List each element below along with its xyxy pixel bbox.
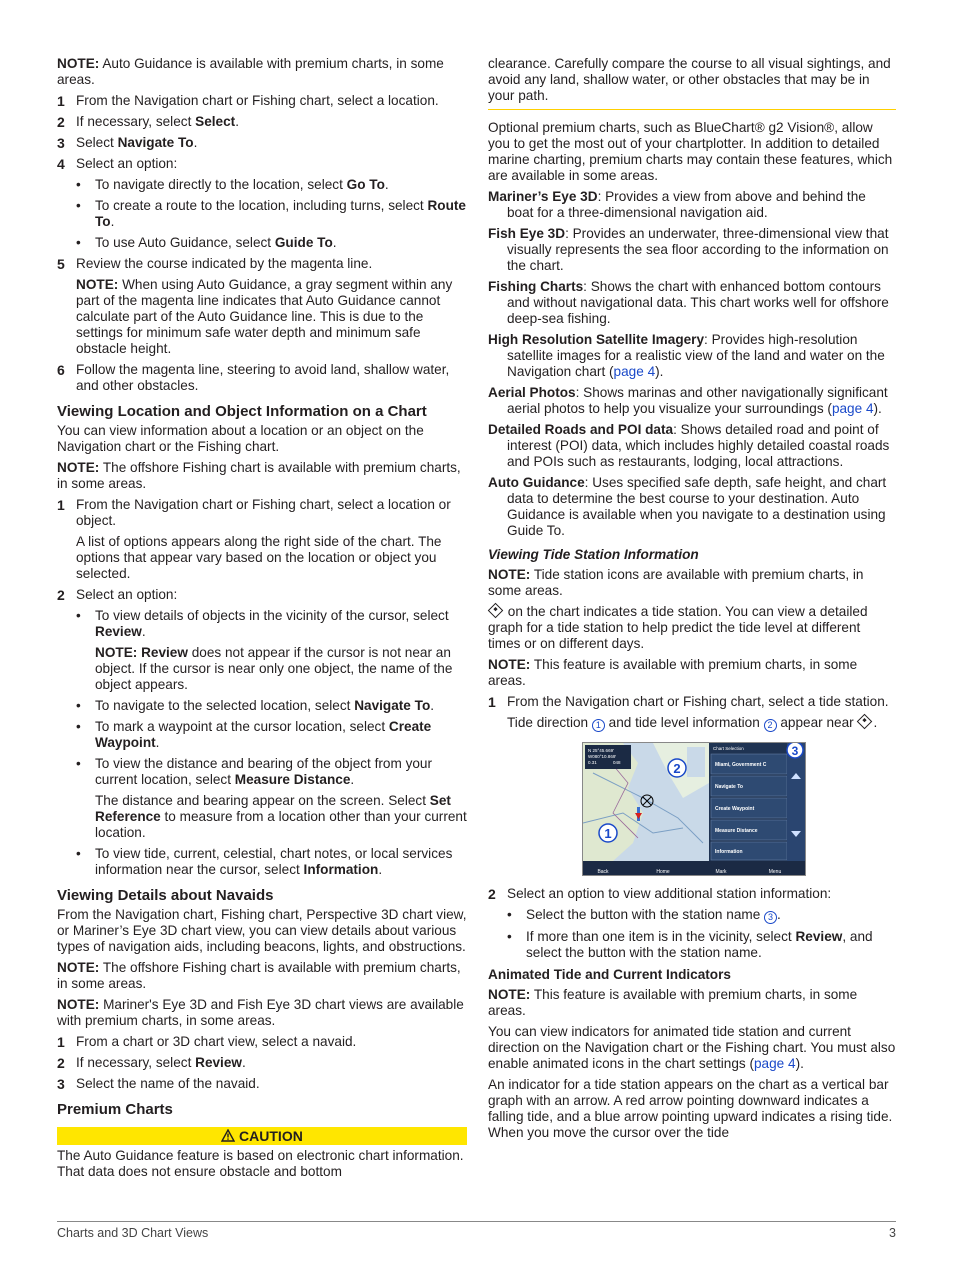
bullet: • Select the button with the station name 3 .: [507, 907, 781, 922]
definition: Fish Eye 3D: Provides an underwater, three-dimensional view that visually represents the sea floor according to the information on the chart.: [488, 226, 889, 273]
step-2: 2 If necessary, select Review.: [57, 1055, 246, 1071]
note: NOTE: Tide station icons are available with premium charts, in some areas.: [488, 567, 864, 598]
svg-text:1: 1: [604, 826, 612, 841]
menu-item[interactable]: Measure Distance: [715, 828, 758, 834]
page-link[interactable]: page 4: [754, 1056, 796, 1071]
menu-item[interactable]: Create Waypoint: [715, 806, 755, 812]
definition: Detailed Roads and POI data: Shows detailed road and point of interest (POI) data, which includes highly detailed coastal roads and POIs such as restaurants, lodging, local attractions.: [488, 422, 890, 469]
page-link[interactable]: page 4: [831, 401, 874, 416]
bullet: • To view tide, current, celestial, chart notes, or local services information near the cursor, select Information.: [76, 846, 453, 877]
bullet: • To create a route to the location, including turns, select Route To.: [76, 198, 466, 229]
step-2: 2 Select an option to view additional station information:: [488, 886, 832, 902]
caution-banner: CAUTION: [57, 1127, 467, 1145]
definition: Fishing Charts: Shows the chart with enhanced bottom contours and without navigational data. This chart works well for offshore deep-sea fishing.: [488, 279, 889, 326]
bullet: • To mark a waypoint at the cursor location, select Create Waypoint.: [76, 719, 432, 750]
menu-item[interactable]: Information: [715, 849, 743, 855]
step-6: 6 Follow the magenta line, steering to avoid land, shallow water, and other obstacles.: [57, 362, 450, 393]
definition: Mariner’s Eye 3D: Provides a view from above and behind the boat for a three-dimensional navigation aid.: [488, 189, 866, 220]
step-1: 1 From the Navigation chart or Fishing chart, select a tide station.: [488, 694, 889, 710]
paragraph: on the chart indicates a tide station. You can view a detailed graph for a tide station to help predict the tide level at different times or on different days.: [488, 604, 868, 651]
footer-title: Charts and 3D Chart Views: [57, 1226, 209, 1240]
bullet: • If more than one item is in the vicinity, select Review, and select the button with the station name.: [507, 929, 873, 960]
chart-screenshot-image: [583, 743, 805, 875]
mark-button[interactable]: Mark: [715, 869, 727, 875]
divider: [488, 109, 896, 110]
paragraph: Tide direction 1 and tide level information 2 appear near .: [507, 715, 878, 730]
coord-text: 0.31: [588, 760, 597, 765]
paragraph: You can view information about a location or an object on the Navigation chart or the Fishing chart.: [57, 423, 424, 454]
page-number: 3: [889, 1226, 896, 1240]
section-heading: Viewing Details about Navaids: [57, 887, 274, 904]
callout-3-icon: 3: [764, 911, 777, 924]
note: NOTE: Mariner's Eye 3D and Fish Eye 3D chart views are available with premium charts, in some areas.: [57, 997, 464, 1028]
callout-3: [787, 743, 803, 758]
page-footer: [57, 1221, 896, 1241]
definition: Auto Guidance: Uses specified safe depth, safe height, and chart data to determine the best course to your destination. Auto Guidance is available when you navigate to a destination using Guide To.: [488, 475, 887, 538]
paragraph: You can view indicators for animated tide station and current direction on the Navigation chart or the Fishing chart. You must also enable animated icons in the chart settings (page 4).: [488, 1024, 896, 1071]
paragraph: An indicator for a tide station appears on the chart as a vertical bar graph with an arrow. A red arrow pointing downward indicates a falling tide, and a blue arrow pointing upward indicates a rising tide. When you move the cursor over the tide: [488, 1077, 893, 1140]
step-5: 5 Review the course indicated by the magenta line.: [57, 256, 373, 272]
bullet: • To navigate directly to the location, select Go To.: [76, 177, 389, 192]
paragraph: The distance and bearing appear on the screen. Select Set Reference to measure from a location other than your current location.: [95, 793, 467, 840]
step-1: 1 From the Navigation chart or Fishing chart, select a location or object.: [57, 497, 451, 528]
paragraph: From the Navigation chart, Fishing chart, Perspective 3D chart view, or Mariner’s Eye 3D chart view, you can view details about various types of navigation aids, including beacons, lights, and obstructions.: [57, 907, 467, 954]
left-column: [57, 56, 467, 1185]
subsection-heading: Animated Tide and Current Indicators: [488, 967, 731, 982]
callout-1-icon: 1: [592, 719, 605, 732]
svg-text:3: 3: [791, 744, 799, 758]
section-heading: Premium Charts: [57, 1101, 173, 1118]
home-button[interactable]: Home: [656, 869, 670, 875]
bullet: • To navigate to the selected location, select Navigate To.: [76, 698, 435, 713]
step-3: 3 Select Navigate To.: [57, 135, 198, 151]
bullet: • To view the distance and bearing of the object from your current location, select Measure Distance.: [76, 756, 433, 787]
definition: Aerial Photos: Shows marinas and other navigationally significant aerial photos to help you visualize your surroundings (page 4).: [488, 385, 888, 416]
paragraph: clearance. Carefully compare the course to all visual sightings, and avoid any land, shallow water, or other obstacles that may be in your path.: [488, 56, 891, 103]
note: NOTE: When using Auto Guidance, a gray segment within any part of the magenta line indicates that Auto Guidance cannot calculate part of the Auto Guidance line. This is due to the settings for minimum safe water depth and minimum safe obstacle height.: [76, 277, 453, 356]
coord-text: N 25°45.669': [588, 748, 614, 753]
note: NOTE: This feature is available with premium charts, in some areas.: [488, 657, 858, 688]
bullet: • To view details of objects in the vicinity of the cursor, select Review.: [76, 608, 449, 639]
step-3: 3 Select the name of the navaid.: [57, 1076, 260, 1092]
callout-1: [599, 824, 617, 842]
bullet: • To use Auto Guidance, select Guide To.: [76, 235, 337, 250]
right-column: [488, 56, 896, 1146]
note: NOTE: The offshore Fishing chart is available with premium charts, in some areas.: [57, 460, 461, 491]
step-1: 1 From the Navigation chart or Fishing chart, select a location.: [57, 93, 439, 109]
step-1: 1 From a chart or 3D chart view, select a navaid.: [57, 1034, 357, 1050]
definition: High Resolution Satellite Imagery: Provides high-resolution satellite images for a realistic view of the land and water on the Navigation chart (page 4).: [488, 332, 885, 379]
chart-screenshot: [582, 742, 806, 876]
paragraph: Optional premium charts, such as BlueChart® g2 Vision®, allow you to get the most out of your chartplotter. In addition to detailed marine charting, premium charts may contain these features, which are available in some areas.: [488, 120, 893, 183]
note: NOTE: Auto Guidance is available with premium charts, in some areas.: [57, 56, 444, 87]
warning-icon: [221, 1129, 235, 1142]
callout-2: [668, 759, 686, 777]
note: NOTE: This feature is available with premium charts, in some areas.: [488, 987, 858, 1018]
paragraph: The Auto Guidance feature is based on electronic chart information. That data does not ensure obstacle and bottom: [57, 1148, 464, 1179]
note: NOTE: The offshore Fishing chart is available with premium charts, in some areas.: [57, 960, 461, 991]
menu-button[interactable]: Menu: [768, 869, 782, 875]
step-2: 2 Select an option:: [57, 587, 178, 603]
back-button[interactable]: Back: [597, 869, 609, 875]
tide-station-icon: [857, 714, 873, 730]
menu-item[interactable]: Miami, Government C: [715, 762, 767, 768]
section-heading: Viewing Location and Object Information on a Chart: [57, 403, 427, 420]
paragraph: A list of options appears along the right side of the chart. The options that appear vary based on the location or object you selected.: [76, 534, 442, 581]
coord-text: W080°10.869': [588, 754, 617, 759]
step-4: 4 Select an option:: [57, 156, 178, 172]
menu-title: Chart Selection: [713, 746, 744, 751]
coord-text: 048: [613, 760, 621, 765]
menu-item[interactable]: Navigate To: [715, 784, 743, 790]
tide-station-icon: [488, 603, 504, 619]
callout-2-icon: 2: [764, 719, 777, 732]
subsection-heading: Viewing Tide Station Information: [488, 547, 699, 562]
menu-items: [711, 754, 787, 860]
svg-text:2: 2: [673, 761, 681, 776]
page-link[interactable]: page 4: [613, 364, 656, 379]
note: NOTE: Review does not appear if the cursor is not near an object. If the cursor is near only one object, the name of the object appears.: [95, 645, 453, 692]
step-2: 2 If necessary, select Select.: [57, 114, 239, 130]
